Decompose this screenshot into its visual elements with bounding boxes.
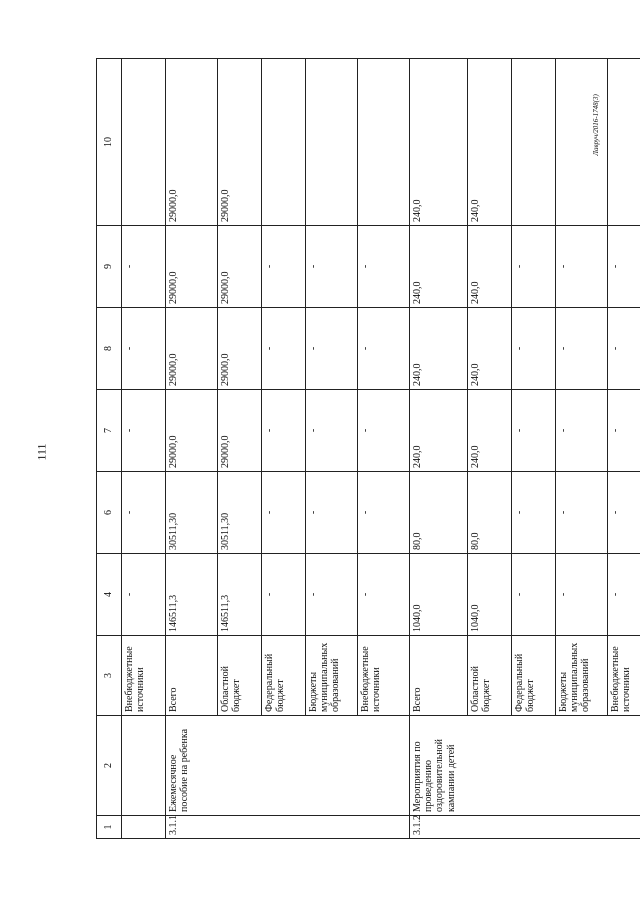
table-cell: 1040,0 xyxy=(410,554,468,636)
table-cell: - xyxy=(556,472,608,554)
table-cell: Внебюджетные источники xyxy=(608,636,640,716)
table-row xyxy=(608,59,640,839)
table-cell: - xyxy=(306,226,358,308)
table-cell: - xyxy=(512,554,556,636)
table-cell: 240,0 xyxy=(468,308,512,390)
table-cell: - xyxy=(512,472,556,554)
table-cell: 80,0 xyxy=(410,472,468,554)
table-cell: Областной бюджет xyxy=(468,636,512,716)
table-cell: 240,0 xyxy=(468,226,512,308)
table-row xyxy=(218,59,262,839)
table-cell: - xyxy=(306,308,358,390)
table-cell: - xyxy=(306,390,358,472)
table-cell: - xyxy=(512,308,556,390)
table-cell: 30511,30 xyxy=(218,472,262,554)
table-cell: 29000,0 xyxy=(166,59,218,226)
column-header: 9 xyxy=(97,226,122,308)
table-cell: Всего xyxy=(166,636,218,716)
table-cell: 80,0 xyxy=(468,472,512,554)
table-cell xyxy=(262,59,306,226)
table-cell: - xyxy=(262,472,306,554)
table-cell xyxy=(306,716,358,816)
table-cell xyxy=(306,816,358,839)
table-cell: Мероприятия по проведению оздоровительной кампании детей xyxy=(410,716,468,816)
table-cell: - xyxy=(608,308,640,390)
table-cell: - xyxy=(608,390,640,472)
table-cell: - xyxy=(358,308,410,390)
table-cell: - xyxy=(358,472,410,554)
table-cell: 29000,0 xyxy=(218,308,262,390)
table-cell: 29000,0 xyxy=(166,390,218,472)
table-cell: - xyxy=(262,308,306,390)
table-cell: - xyxy=(608,554,640,636)
table-cell: 1040,0 xyxy=(468,554,512,636)
table-cell: - xyxy=(306,554,358,636)
table-cell xyxy=(122,716,166,816)
table-cell: - xyxy=(262,390,306,472)
table-cell: Федеральный бюджет xyxy=(262,636,306,716)
document-code: Лавруч/2016-1748(3) xyxy=(592,94,600,156)
column-header: 7 xyxy=(97,390,122,472)
table-cell xyxy=(468,816,512,839)
table-cell: 29000,0 xyxy=(218,226,262,308)
table-cell: Областной бюджет xyxy=(218,636,262,716)
table-row xyxy=(410,59,468,839)
table-cell: - xyxy=(306,472,358,554)
table-cell: Федеральный бюджет xyxy=(512,636,556,716)
table-row xyxy=(556,59,608,839)
table-cell: - xyxy=(122,226,166,308)
table-row xyxy=(166,59,218,839)
column-header: 6 xyxy=(97,472,122,554)
table-cell: 240,0 xyxy=(410,390,468,472)
table-cell: - xyxy=(122,308,166,390)
table-cell: 240,0 xyxy=(468,390,512,472)
table-cell xyxy=(556,59,608,226)
table-cell: Внебюджетные источники xyxy=(122,636,166,716)
table-cell: - xyxy=(262,226,306,308)
column-header: 4 xyxy=(97,554,122,636)
table-cell xyxy=(468,716,512,816)
table-row xyxy=(122,59,166,839)
table-cell xyxy=(358,59,410,226)
table-cell: 240,0 xyxy=(468,59,512,226)
table-cell: - xyxy=(122,390,166,472)
table-cell: Ежемесячное пособие на ребенка xyxy=(166,716,218,816)
column-header: 3 xyxy=(97,636,122,716)
table-cell: - xyxy=(122,472,166,554)
table-cell: 3.1.1 xyxy=(166,816,218,839)
table-cell: - xyxy=(556,226,608,308)
table-header-row xyxy=(97,59,122,839)
table-cell: Бюджеты муниципальных образований xyxy=(306,636,358,716)
table-cell: Всего xyxy=(410,636,468,716)
table-row xyxy=(358,59,410,839)
table-row xyxy=(306,59,358,839)
table-cell xyxy=(218,716,262,816)
table-cell xyxy=(218,816,262,839)
table-row xyxy=(468,59,512,839)
table-cell: 29000,0 xyxy=(166,308,218,390)
table-cell xyxy=(122,59,166,226)
table-cell: 29000,0 xyxy=(218,59,262,226)
table-cell: 240,0 xyxy=(410,226,468,308)
table-cell: 29000,0 xyxy=(218,390,262,472)
table-cell xyxy=(512,816,556,839)
table-cell: - xyxy=(512,390,556,472)
column-header: 1 xyxy=(97,816,122,839)
table-cell: - xyxy=(608,472,640,554)
table-cell xyxy=(608,816,640,839)
table-cell: - xyxy=(358,226,410,308)
table-cell xyxy=(306,59,358,226)
table-cell: 3.1.2 xyxy=(410,816,468,839)
table-cell xyxy=(358,816,410,839)
table-cell xyxy=(512,716,556,816)
table-cell xyxy=(512,59,556,226)
table-cell: - xyxy=(556,554,608,636)
budget-table xyxy=(96,58,640,839)
table-cell: - xyxy=(556,308,608,390)
table-cell: - xyxy=(358,390,410,472)
table-cell: - xyxy=(262,554,306,636)
column-header: 8 xyxy=(97,308,122,390)
table-cell: - xyxy=(358,554,410,636)
table-cell: 240,0 xyxy=(410,308,468,390)
table-cell xyxy=(262,816,306,839)
table-cell: 146511,3 xyxy=(218,554,262,636)
page-number: 111 xyxy=(34,443,49,461)
table-cell: - xyxy=(512,226,556,308)
column-header: 2 xyxy=(97,716,122,816)
table-cell: Внебюджетные источники xyxy=(358,636,410,716)
table-cell: 240,0 xyxy=(410,59,468,226)
table-cell xyxy=(608,59,640,226)
table-cell xyxy=(556,716,608,816)
table-cell xyxy=(358,716,410,816)
table-cell xyxy=(122,816,166,839)
table-cell: - xyxy=(608,226,640,308)
table-cell: - xyxy=(556,390,608,472)
table-cell: 146511,3 xyxy=(166,554,218,636)
table-cell: - xyxy=(122,554,166,636)
table-cell: 30511,30 xyxy=(166,472,218,554)
table-cell: 29000,0 xyxy=(166,226,218,308)
table-cell xyxy=(262,716,306,816)
table-cell xyxy=(556,816,608,839)
column-header: 10 xyxy=(97,59,122,226)
table-cell xyxy=(608,716,640,816)
table-cell: Бюджеты муниципальных образований xyxy=(556,636,608,716)
table-row xyxy=(262,59,306,839)
table-row xyxy=(512,59,556,839)
